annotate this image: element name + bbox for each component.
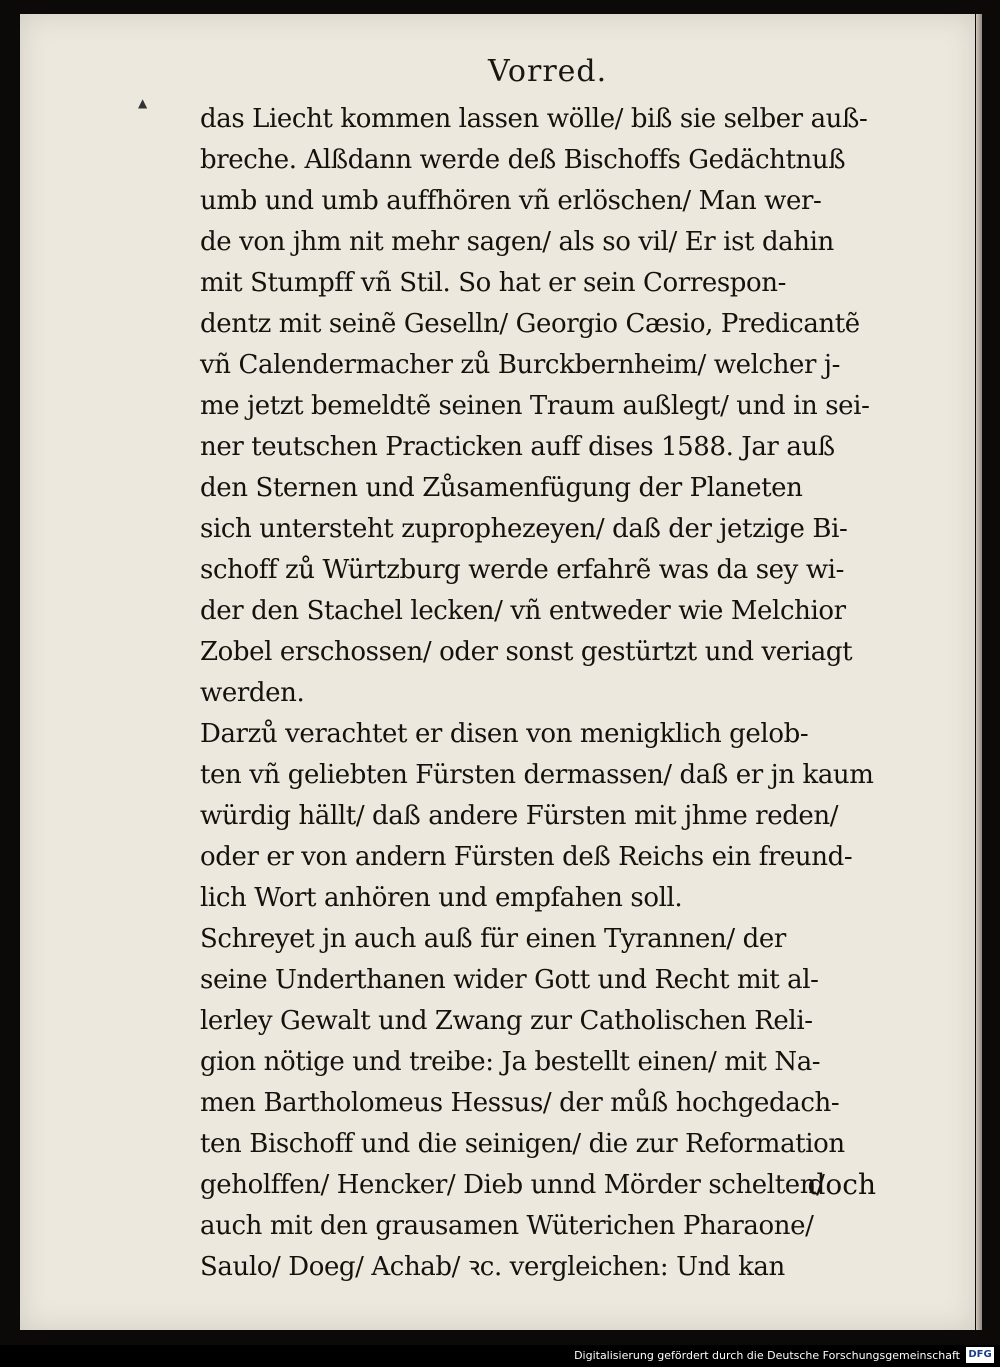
body-text [200,99,890,1288]
text-line: de von jhm nit mehr sagen/ als so vil/ Er ist dahin [200,227,834,257]
text-line: vñ Calendermacher zů Burckbernheim/ welcher j- [200,350,840,380]
text-line: sich untersteht zuprophezeyen/ daß der jetzige Bi- [200,514,848,544]
running-head: Vorred. [488,54,608,89]
text-line: gion nötige und treibe: Ja bestellt einen/ mit Na- [200,1047,821,1077]
text-line: der den Stachel lecken/ vñ entweder wie Melchior [200,596,846,626]
text-line: lerley Gewalt und Zwang zur Catholischen Reli- [200,1006,813,1036]
text-line: Schreyet jn auch auß für einen Tyrannen/ der [200,924,786,954]
text-line: das Liecht kommen lassen wölle/ biß sie selber auß- [200,104,868,134]
text-line: würdig hällt/ daß andere Fürsten mit jhme reden/ [200,801,839,831]
text-line: Darzů verachtet er disen von menigklich gelob- [200,719,809,749]
text-line: lich Wort anhören und empfahen soll. [200,883,683,913]
text-line: me jetzt bemeldtẽ seinen Traum außlegt/ und in sei- [200,391,870,421]
margin-mark: ▲ [138,96,148,110]
text-line: ner teutschen Practicken auff dises 1588. Jar auß [200,432,835,462]
text-line: seine Underthanen wider Gott und Recht mit al- [200,965,819,995]
text-line: geholffen/ Hencker/ Dieb unnd Mörder schelten/ [200,1170,825,1200]
text-line: Saulo/ Doeg/ Achab/ ꝛc. vergleichen: Und kan [200,1252,785,1282]
text-line: ten Bischoff und die seinigen/ die zur Reformation [200,1129,845,1159]
text-line: ten vñ geliebten Fürsten dermassen/ daß er jn kaum [200,760,874,790]
text-line: umb und umb auffhören vñ erlöschen/ Man wer- [200,186,822,216]
page-edge [976,14,982,1330]
text-line: Zobel erschossen/ oder sonst gestürtzt und veriagt [200,637,853,667]
text-line: men Bartholomeus Hessus/ der můß hochgedach- [200,1088,840,1118]
text-line: oder er von andern Fürsten deß Reichs ein freund- [200,842,853,872]
text-line: werden. [200,678,305,708]
text-line: auch mit den grausamen Wüterichen Pharaone/ [200,1211,814,1241]
text-line: mit Stumpff vñ Stil. So hat er sein Correspon- [200,268,786,298]
catchword: doch [807,1168,876,1201]
dfg-logo: DFG [966,1347,994,1363]
text-line: den Sternen und Zůsamenfügung der Planeten [200,473,803,503]
text-line: breche. Alßdann werde deß Bischoffs Gedächtnuß [200,145,846,175]
funding-credit: Digitalisierung gefördert durch die Deutsche Forschungsgemeinschaft [574,1349,960,1362]
text-line: dentz mit seinẽ Geselln/ Georgio Cæsio, Predicantẽ [200,309,860,339]
text-line: schoff zů Würtzburg werde erfahrẽ was da sey wi- [200,555,844,585]
